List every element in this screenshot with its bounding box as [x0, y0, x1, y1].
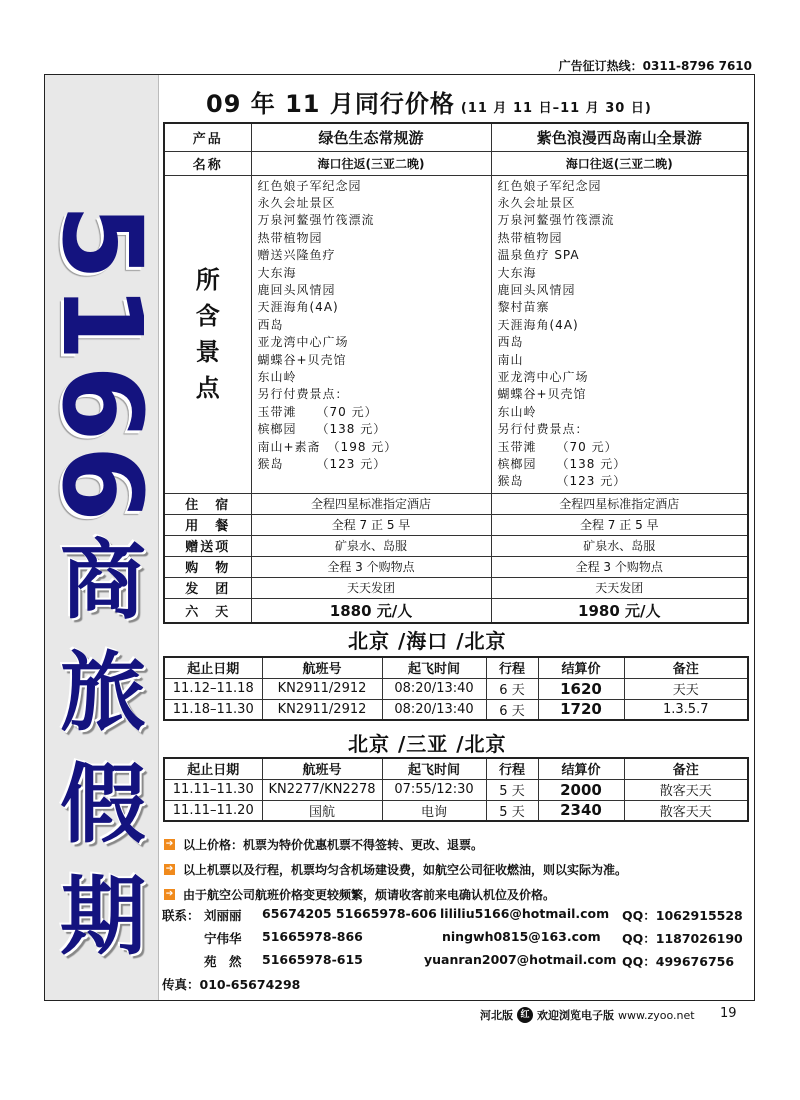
contact-phone: 51665978-615 — [262, 952, 363, 967]
spots-label-char: 所 — [195, 266, 220, 295]
flight-cell: KN2911/2912 — [262, 699, 382, 720]
page-title — [206, 84, 652, 119]
column-header: 航班号 — [262, 758, 382, 779]
column-header: 备注 — [624, 657, 748, 678]
row-value: 天天发团 — [251, 577, 491, 598]
spot-item: 猴岛 （123 元） — [257, 457, 387, 471]
edition: 河北版 — [480, 1009, 513, 1022]
side-word: 假 — [60, 755, 146, 855]
label-name: 名称 — [164, 151, 251, 175]
row-value: 1980 元/人 — [491, 598, 748, 623]
spot-item: 南山 — [497, 352, 524, 367]
arrow-icon: ➔ — [165, 839, 174, 849]
fax: 传真：010-65674298 — [162, 977, 301, 992]
row-value: 全程 7 正 5 早 — [251, 514, 491, 535]
column-header: 起飞时间 — [382, 657, 486, 678]
tour-row — [164, 493, 748, 514]
column-header: 行程 — [486, 657, 538, 678]
flight-cell: 5 天 — [486, 779, 538, 800]
flight-cell: 08:20/13:40 — [382, 699, 486, 720]
contact-name: 宁伟华 — [204, 931, 242, 946]
spots-label-char: 含 — [195, 302, 220, 331]
row-label: 赠送项 — [164, 535, 251, 556]
spot-item: 猴岛 （123 元） — [497, 474, 627, 489]
flight-header-row — [164, 758, 748, 779]
red-badge-icon: 红 — [517, 1007, 533, 1023]
spot-item: 西岛 — [257, 317, 284, 332]
side-word: 期 — [60, 867, 146, 967]
contact-phone: 51665978-866 — [262, 929, 363, 944]
spots-label — [164, 175, 251, 493]
label-product: 产品 — [164, 123, 251, 151]
tour-name: 紫色浪漫西岛南山全景游 — [491, 123, 748, 151]
note-text: 由于航空公司航班价格变更较频繁，烦请收客前来电确认机位及价格。 — [183, 888, 556, 902]
welcome: 欢迎浏览电子版 — [537, 1009, 614, 1022]
row-label: 用 餐 — [164, 514, 251, 535]
side-words — [55, 525, 151, 973]
tour-route: 海口往返(三亚二晚) — [251, 151, 491, 175]
spots-label-char: 点 — [195, 374, 220, 403]
column-header: 起飞时间 — [382, 758, 486, 779]
flight-banner: 北京 /三亚 /北京 — [348, 732, 507, 756]
contact-email[interactable]: lililiu5166@hotmail.com — [440, 906, 610, 921]
flight-cell: 1620 — [538, 678, 624, 699]
spot-item: 大东海 — [497, 265, 537, 280]
arrow-icon: ➔ — [165, 889, 174, 899]
row-value: 1880 元/人 — [251, 598, 491, 623]
spot-item: 鹿回头风情园 — [497, 282, 576, 297]
flight-cell: 国航 — [262, 800, 382, 821]
tour-row — [164, 535, 748, 556]
row-value: 天天发团 — [491, 577, 748, 598]
notes — [164, 832, 627, 907]
arrow-icon: ➔ — [165, 864, 174, 874]
flight-cell: 11.12–11.18 — [164, 678, 262, 699]
column-header: 起止日期 — [164, 657, 262, 678]
spot-item: 槟榔园 （138 元） — [257, 422, 387, 437]
tour-name: 绿色生态常规游 — [251, 123, 491, 151]
spot-item: 蝴蝶谷+贝壳馆 — [257, 352, 347, 367]
row-label: 住 宿 — [164, 493, 251, 514]
spot-item: 西岛 — [497, 335, 524, 350]
column-header: 起止日期 — [164, 758, 262, 779]
spot-item: 亚龙湾中心广场 — [497, 369, 589, 384]
flight-row — [164, 779, 748, 800]
ad-hotline: 广告征订热线：0311-8796 7610 — [558, 59, 752, 73]
spot-item: 亚龙湾中心广场 — [257, 335, 349, 350]
spot-item: 鹿回头风情园 — [257, 282, 336, 297]
flight-cell: 11.11–11.20 — [164, 800, 262, 821]
column-header: 备注 — [624, 758, 748, 779]
tour-row — [164, 556, 748, 577]
note — [164, 882, 627, 907]
page-number: 19 — [720, 1006, 737, 1021]
row-value: 全程四星标准指定酒店 — [491, 493, 748, 514]
spot-item: 天涯海角(4A) — [257, 300, 339, 315]
footer — [480, 1007, 695, 1023]
flight-cell: 11.11–11.30 — [164, 779, 262, 800]
tour-row — [164, 514, 748, 535]
row-value: 全程四星标准指定酒店 — [251, 493, 491, 514]
flight-cell: 1.3.5.7 — [624, 699, 748, 720]
column-header: 结算价 — [538, 657, 624, 678]
spot-item: 大东海 — [257, 265, 297, 280]
spot-item: 万泉河鳌强竹筏漂流 — [497, 213, 615, 228]
spots-list — [251, 175, 491, 493]
title-main: 09 年 11 月同行价格 — [206, 90, 455, 118]
flight-row — [164, 699, 748, 720]
row-value: 矿泉水、岛服 — [251, 535, 491, 556]
spot-item: 红色娘子军纪念园 — [497, 178, 602, 193]
spot-item: 热带植物园 — [257, 230, 323, 245]
flight-cell: 2340 — [538, 800, 624, 821]
flight-cell: 散客天天 — [624, 800, 748, 821]
spot-item: 永久会址景区 — [257, 195, 336, 210]
flight-header-row — [164, 657, 748, 678]
spot-item: 另行付费景点： — [257, 387, 349, 402]
contact-email[interactable]: ningwh0815@163.com — [442, 929, 601, 944]
note-text: 以上机票以及行程，机票均匀含机场建设费，如航空公司征收燃油，则以实际为准。 — [183, 863, 628, 877]
side-digits: 5166 — [38, 203, 166, 527]
flight-cell: 07:55/12:30 — [382, 779, 486, 800]
site-link[interactable]: www.zyoo.net — [618, 1008, 695, 1022]
spot-item: 黎村苗寨 — [497, 300, 550, 315]
contact-name: 刘丽丽 — [204, 908, 242, 923]
flight-cell: 散客天天 — [624, 779, 748, 800]
contacts — [162, 906, 752, 998]
contact-label: 联系： — [162, 908, 200, 923]
flight-banner: 北京 /海口 /北京 — [348, 629, 507, 653]
spots-list — [491, 175, 748, 493]
tour-row — [164, 598, 748, 623]
tour-table — [163, 122, 749, 624]
flight-table — [163, 757, 749, 822]
note-text: 以上价格：机票为特价优惠机票不得签转、更改、退票。 — [183, 838, 484, 852]
flight-row — [164, 678, 748, 699]
side-word: 商 — [60, 531, 146, 631]
flight-cell: 电询 — [382, 800, 486, 821]
side-word: 旅 — [60, 643, 146, 743]
spot-item: 天涯海角(4A) — [497, 317, 579, 332]
title-range: (11 月 11 日–11 月 30 日) — [460, 101, 652, 116]
note — [164, 832, 627, 857]
flight-cell: KN2911/2912 — [262, 678, 382, 699]
contact-qq: QQ：1062915528 — [622, 908, 743, 923]
spot-item: 热带植物园 — [497, 230, 563, 245]
note — [164, 857, 627, 882]
row-value: 全程 3 个购物点 — [251, 556, 491, 577]
spot-item: 蝴蝶谷+贝壳馆 — [497, 387, 587, 402]
flight-cell: 6 天 — [486, 678, 538, 699]
spot-item: 温泉鱼疗 SPA — [497, 248, 580, 263]
contact-name: 苑 然 — [204, 954, 242, 969]
flight-cell: 08:20/13:40 — [382, 678, 486, 699]
flight-cell: 天天 — [624, 678, 748, 699]
flight-table — [163, 656, 749, 721]
contact-qq: QQ：499676756 — [622, 954, 735, 969]
row-value: 全程 3 个购物点 — [491, 556, 748, 577]
spot-item: 赠送兴隆鱼疗 — [257, 248, 336, 263]
spot-item: 南山+素斋 （198 元） — [257, 439, 398, 454]
spot-item: 玉带滩 （70 元） — [257, 404, 378, 419]
flight-cell: 6 天 — [486, 699, 538, 720]
spot-item: 永久会址景区 — [497, 195, 576, 210]
flight-row — [164, 800, 748, 821]
row-value: 全程 7 正 5 早 — [491, 514, 748, 535]
spot-item: 玉带滩 （70 元） — [497, 439, 618, 454]
row-label: 发 团 — [164, 577, 251, 598]
flight-cell: 1720 — [538, 699, 624, 720]
spot-item: 红色娘子军纪念园 — [257, 178, 362, 193]
contact-phone: 65674205 51665978-606 — [262, 906, 437, 921]
column-header: 结算价 — [538, 758, 624, 779]
row-label: 购 物 — [164, 556, 251, 577]
column-header: 行程 — [486, 758, 538, 779]
contact-qq: QQ：1187026190 — [622, 931, 743, 946]
spot-item: 万泉河鳌强竹筏漂流 — [257, 213, 375, 228]
flight-cell: 2000 — [538, 779, 624, 800]
row-value: 矿泉水、岛服 — [491, 535, 748, 556]
spot-item: 槟榔园 （138 元） — [497, 457, 627, 471]
flight-cell: 11.18–11.30 — [164, 699, 262, 720]
column-header: 航班号 — [262, 657, 382, 678]
spots-label-char: 景 — [195, 338, 220, 367]
spot-item: 另行付费景点： — [497, 422, 589, 437]
spot-item: 东山岭 — [257, 369, 297, 384]
contact-email[interactable]: yuanran2007@hotmail.com — [424, 952, 617, 967]
side-banner — [38, 75, 166, 1000]
row-label: 六 天 — [164, 598, 251, 623]
tour-row — [164, 577, 748, 598]
flight-cell: 5 天 — [486, 800, 538, 821]
tour-route: 海口往返(三亚二晚) — [491, 151, 748, 175]
spot-item: 东山岭 — [497, 404, 537, 419]
flight-cell: KN2277/KN2278 — [262, 779, 382, 800]
